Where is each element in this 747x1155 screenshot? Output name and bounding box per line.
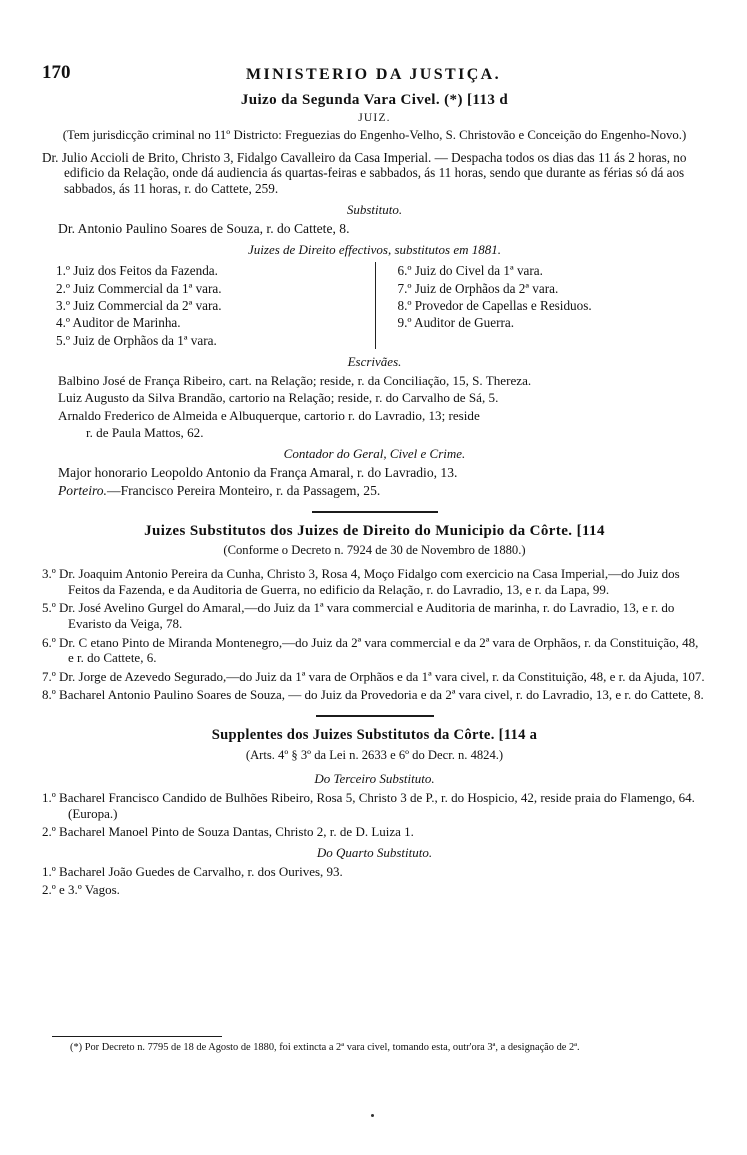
judges-column-left — [42, 262, 375, 349]
list-item — [42, 600, 707, 631]
effective-judges-label: Juizes de Direito effectivos, substitutos em 1881. — [248, 242, 501, 258]
list-item — [42, 669, 707, 685]
list-item: 2.º Juiz Commercial da 1ª vara. — [56, 280, 222, 296]
footnote-divider — [52, 1036, 222, 1037]
item-text: Dr. Jorge de Azevedo Segurado,—do Juiz da 1ª vara de Orphãos e da 1ª vara civel, r. da Constituição, 48, e r. da Ajuda, 107. — [59, 668, 705, 684]
porteiro-line — [42, 483, 707, 499]
item-number: 7.º — [42, 668, 56, 684]
item-text: e 3.º Vagos. — [59, 882, 120, 898]
law-note: (Arts. 4º § 3º da Lei n. 2633 e 6º do Decr. n. 4824.) — [245, 747, 504, 762]
item-number: 1.º — [42, 863, 56, 879]
escrivaes-label: Escrivães. — [347, 354, 402, 370]
porteiro-entry: —Francisco Pereira Monteiro, r. da Passagem, 25. — [106, 483, 381, 499]
item-text: Bacharel João Guedes de Carvalho, r. dos Ourives, 93. — [59, 863, 343, 879]
list-item — [42, 864, 707, 880]
section-title-supplentes: Supplentes dos Juizes Substitutos da Côrte. [114 a — [211, 726, 538, 743]
porteiro-label: Porteiro. — [58, 483, 107, 499]
section-title-juizo-segunda-vara: Juizo da Segunda Vara Civel. (*) [113 d — [240, 92, 509, 108]
fourth-substitute-label: Do Quarto Substituto. — [316, 844, 433, 860]
list-item: Arnaldo Frederico de Almeida e Albuquerque, cartorio r. do Lavradio, 13; reside — [58, 407, 480, 423]
list-item: 3.º Juiz Commercial da 2ª vara. — [56, 297, 222, 313]
item-number: 8.º — [42, 687, 56, 703]
list-item-continuation: r. de Paula Mattos, 62. — [86, 424, 204, 440]
item-text: Bacharel Antonio Paulino Soares de Souza, — do Juiz da Provedoria e da 2ª vara civel, r. do Lavradio, 13, e r. do Cattete, 8. — [59, 687, 704, 703]
list-item: 4.º Auditor de Marinha. — [56, 315, 181, 331]
third-substitute-label: Do Terceiro Substituto. — [314, 770, 435, 786]
item-text: Dr. C etano Pinto de Miranda Montenegro,—do Juiz da 2ª vara commercial e da 2ª vara de Orphãos, r. da Constituição, 48, e r. do Cattete, 6. — [59, 634, 699, 666]
list-item — [42, 824, 707, 840]
section-divider — [316, 715, 434, 717]
footnote — [52, 1036, 692, 1054]
fourth-substitute-list — [42, 864, 707, 898]
judge-entry: Dr. Julio Accioli de Brito, Christo 3, Fidalgo Cavalleiro da Casa Imperial. — Despacha todos os dias das 11 ás 2 horas, no edificio da Relação, onde dá audiencia ás quartas-feiras e sabbados, ás 11 horas, sendo que durante as férias só dá aos sabbados, ás 11 horas, r. do Cattete, 259. — [42, 149, 687, 197]
item-number: 2.º — [42, 824, 56, 840]
jurisdiction-note: (Tem jurisdicção criminal no 11º Districto: Freguezias do Engenho-Velho, S. Christovão e Conceição do Engenho-Novo.) — [62, 128, 687, 142]
substitute-label: Substituto. — [346, 202, 403, 218]
list-item: 5.º Juiz de Orphãos da 1ª vara. — [56, 332, 217, 348]
section-title-juizes-substitutos: Juizes Substitutos dos Juizes de Direito do Municipio da Côrte. [114 — [144, 523, 605, 540]
item-number: 5.º — [42, 600, 56, 616]
section-divider — [312, 511, 438, 513]
substitute-entry: Dr. Antonio Paulino Soares de Souza, r. do Cattete, 8. — [58, 221, 350, 237]
page-header — [42, 60, 707, 84]
list-item: 6.º Juiz do Civel da 1ª vara. — [397, 263, 543, 279]
role-label-juiz: JUIZ. — [358, 112, 391, 124]
contador-entry: Major honorario Leopoldo Antonio da França Amaral, r. do Lavradio, 13. — [58, 465, 458, 481]
page-bottom-mark — [371, 1114, 374, 1117]
list-item: 9.º Auditor de Guerra. — [397, 315, 515, 331]
item-number: 6.º — [42, 634, 56, 650]
list-item: Balbino José de França Ribeiro, cart. na Relação; reside, r. da Conciliação, 15, S. Thereza. — [58, 373, 532, 389]
list-item — [42, 566, 707, 597]
page-content — [42, 60, 707, 901]
contador-label: Contador do Geral, Civel e Crime. — [283, 446, 466, 462]
item-number: 3.º — [42, 566, 56, 582]
footnote-text: (*) Por Decreto n. 7795 de 18 de Agosto de 1880, foi extincta a 2ª vara civel, tomando esta, outr'ora 3ª, a designação de 2ª. — [70, 1042, 580, 1053]
juizes-substitutos-list — [42, 566, 707, 703]
list-item — [42, 635, 707, 666]
effective-judges-columns — [42, 262, 707, 349]
list-item — [42, 882, 707, 898]
item-number: 1.º — [42, 789, 56, 805]
list-item: 1.º Juiz dos Feitos da Fazenda. — [56, 263, 218, 279]
escrivaes-list — [42, 373, 707, 441]
item-text: Dr. Joaquim Antonio Pereira da Cunha, Christo 3, Rosa 4, Moço Fidalgo com exercicio na Casa Imperial,—do Juiz dos Feitos da Fazenda, e da Auditoria de Guerra, no edificio da Relação, r. do Lavradio, 13, e r. da Lapa, 99. — [59, 566, 680, 597]
list-item: 8.º Provedor de Capellas e Residuos. — [397, 297, 592, 313]
list-item — [42, 790, 707, 821]
running-head: MINISTERIO DA JUSTIÇA. — [245, 66, 502, 83]
list-item — [42, 687, 707, 703]
page-number: 170 — [42, 62, 71, 83]
item-text: Dr. José Avelino Gurgel do Amaral,—do Juiz da 1ª vara commercial e Auditoria de marinha, r. do Lavradio, 13, e r. do Evaristo da Veiga, 78. — [59, 600, 675, 631]
list-item: 7.º Juiz de Orphãos da 2ª vara. — [397, 280, 559, 296]
item-text: Bacharel Manoel Pinto de Souza Dantas, Christo 2, r. de D. Luiza 1. — [59, 824, 414, 840]
judges-column-right — [375, 262, 708, 349]
item-text: Bacharel Francisco Candido de Bulhões Ribeiro, Rosa 5, Christo 3 de P., r. do Hospicio, 42, reside praia do Flamengo, 64. (Europa.) — [59, 789, 695, 821]
list-item: Luiz Augusto da Silva Brandão, cartorio na Relação; reside, r. do Carvalho de Sá, 5. — [58, 390, 499, 406]
third-substitute-list — [42, 790, 707, 840]
item-number: 2.º — [42, 882, 56, 898]
decree-note: (Conforme o Decreto n. 7924 de 30 de Novembro de 1880.) — [223, 543, 526, 558]
